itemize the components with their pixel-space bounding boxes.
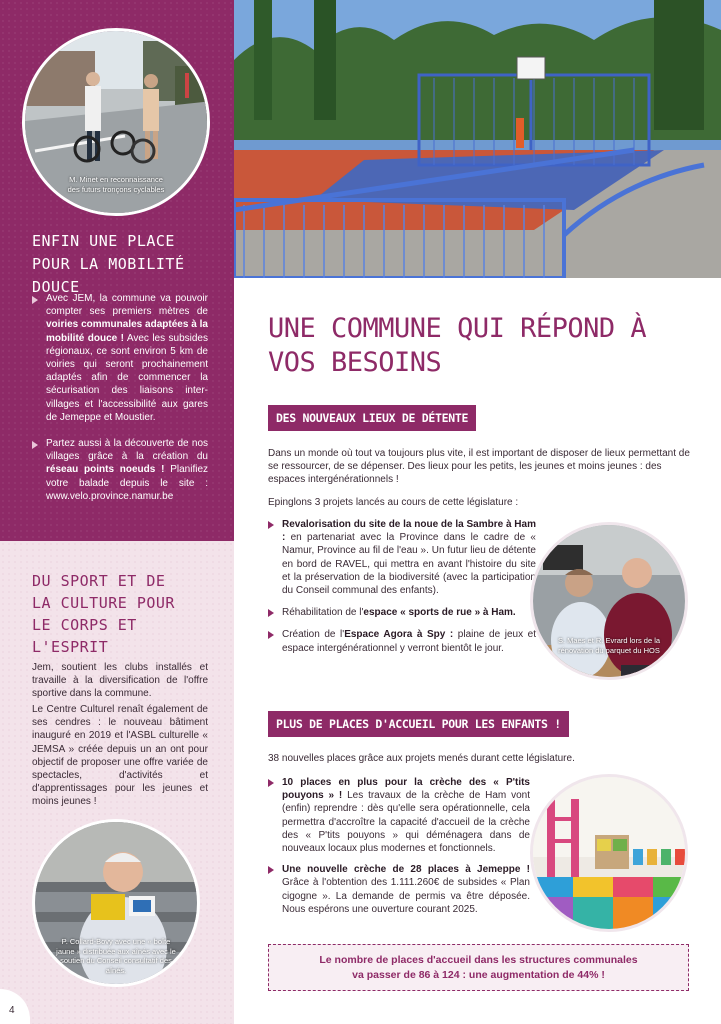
capacity-callout-line1: Le nombre de places d'accueil dans les structures communales bbox=[319, 954, 638, 966]
page-title: UNE COMMUNE QUI RÉPOND À VOS BESOINS bbox=[268, 313, 647, 378]
section-detente-heading: DES NOUVEAUX LIEUX DE DÉTENTE bbox=[268, 405, 476, 431]
detente-item-noue-bold: Revalorisation du site de la noue de la Sambre à Ham : bbox=[282, 519, 536, 544]
mobility-list bbox=[32, 292, 208, 503]
sports-court-image bbox=[234, 0, 721, 278]
detente-item-agora-bold: Espace Agora à Spy : bbox=[344, 629, 454, 641]
cyclists-photo-caption: M. Minet en reconnaissance des futurs tronçons cyclables bbox=[67, 175, 165, 194]
detente-item-agora-text-2: plaine de jeux et espace intergénérationnel y verront bientôt le jour. bbox=[282, 629, 536, 654]
mobility-item-reseau-bold: réseau points noeuds ! bbox=[46, 464, 165, 476]
mobility-item-voiries-text-2: Avec les subsides régionaux, ce sont environ 5 km de voiries qui seront prochainement adaptés afin de commencer la sécurisation des liaisons inter-villages et l'accessibilité aux gares de Jemeppe et Moustier. bbox=[46, 332, 208, 423]
accueil-list bbox=[268, 776, 530, 925]
sport-culture-heading: DU SPORT ET DE LA CULTURE POUR LE CORPS ET L'ESPRIT bbox=[32, 572, 175, 656]
accueil-intro: 38 nouvelles places grâce aux projets menés durant cette législature. bbox=[268, 753, 575, 764]
accueil-item-pouyons-bold: 10 places en plus pour la crèche des « P'tits pouyons » ! bbox=[282, 777, 530, 802]
mobility-item-reseau-text: Partez aussi à la découverte de nos villages grâce à la création du bbox=[46, 438, 208, 463]
detente-item-sports-rue-bold: espace « sports de rue » à Ham. bbox=[363, 607, 516, 619]
detente-item-noue-text: en partenariat avec la Province dans le cadre de « Namur, Province au fil de l'eau ». Un futur lieu de détente en bord de RAVEL, qui mettra en avant l'histoire du site et la préservation de la biodiversité (avec la participation du Conseil communal des enfants). bbox=[282, 532, 536, 597]
cyclists-photo bbox=[22, 28, 210, 216]
hos-photo-caption: S. Maes et R. Evrard lors de la rénovation du parquet du HOS bbox=[557, 636, 661, 655]
detente-item-sports-rue-text: Réhabilitation de l' bbox=[282, 607, 364, 619]
sport-paragraph: Jem, soutient les clubs installés et travaille à la diversification de l'offre sportive dans la commune. bbox=[32, 662, 208, 700]
accueil-item-jemeppe-text: Grâce à l'obtention des 1.111.260€ de subsides « Plan cigogne ». La demande de permis va être déposée. Nous espérons une ouverture courant 2025. bbox=[282, 877, 530, 915]
nursery-photo bbox=[530, 774, 688, 932]
nursery-photo-image bbox=[533, 777, 688, 932]
mobility-item-reseau-text-2: Planifiez votre balade depuis le site : www.velo.province.namur.be bbox=[46, 464, 209, 502]
detente-item-sports-rue bbox=[268, 606, 536, 619]
detente-list bbox=[268, 518, 536, 664]
accueil-item-pouyons bbox=[268, 776, 530, 855]
capacity-callout bbox=[268, 944, 689, 991]
senior-photo bbox=[32, 819, 200, 987]
accueil-item-jemeppe-bold: Une nouvelle crèche de 28 places à Jemeppe ! bbox=[282, 864, 530, 876]
senior-photo-caption: P. Collard-Bovy avec une « boîte jaune » distribuée aux aînés avec le soutien du Conseil consultatif des aînés. bbox=[56, 937, 176, 975]
sports-court-photo bbox=[234, 0, 721, 278]
detente-intro: Dans un monde où tout va toujours plus vite, il est important de disposer de lieux permettant de se ressourcer, de se dépenser. Des lieux pour les petits, les jeunes et moins jeunes : des espaces intergénérationnels ! bbox=[268, 448, 690, 486]
detente-item-agora-text: Création de l' bbox=[282, 629, 345, 641]
accueil-item-pouyons-text: Les travaux de la crèche de Ham vont (enfin) reprendre : dès qu'elle sera opérationnelle, cela permettra d'accroître la capacité d'accueil de la crèche des « P'tits pouyons » qui déménagera dans de nouveaux locaux plus modernes et fonctionnels. bbox=[282, 790, 530, 855]
mobility-item-voiries bbox=[32, 292, 208, 424]
detente-item-noue bbox=[268, 518, 536, 597]
mobility-item-reseau bbox=[32, 437, 208, 503]
detente-lead: Epinglons 3 projets lancés au cours de cette législature : bbox=[268, 497, 519, 508]
sport-culture-panel bbox=[0, 541, 234, 1024]
mobility-panel bbox=[0, 0, 234, 541]
hos-photo-image bbox=[533, 525, 688, 680]
capacity-callout-line2: va passer de 86 à 124 : une augmentation de 44% ! bbox=[352, 969, 605, 981]
culture-paragraph: Le Centre Culturel renaît également de ses cendres : le nouveau bâtiment inauguré en 2019 et l'ASBL culturelle « JEMSA » créée depuis un an ont pour objectif de proposer une offre variée de spectacles, d'activités et d'apprentissages pour les jeunes et moins jeunes ! bbox=[32, 704, 208, 808]
page-number: 4 bbox=[0, 989, 30, 1024]
detente-item-agora bbox=[268, 628, 536, 654]
accueil-item-jemeppe bbox=[268, 863, 530, 916]
section-accueil-heading: PLUS DE PLACES D'ACCUEIL POUR LES ENFANTS ! bbox=[268, 711, 569, 737]
mobility-heading: ENFIN UNE PLACE POUR LA MOBILITÉ DOUCE bbox=[32, 232, 185, 296]
mobility-item-voiries-text: Avec JEM, la commune va pouvoir compter ses premiers mètres de bbox=[46, 293, 208, 318]
hos-photo bbox=[530, 522, 688, 680]
mobility-item-voiries-bold: voiries communales adaptées à la mobilité douce ! bbox=[46, 319, 208, 344]
